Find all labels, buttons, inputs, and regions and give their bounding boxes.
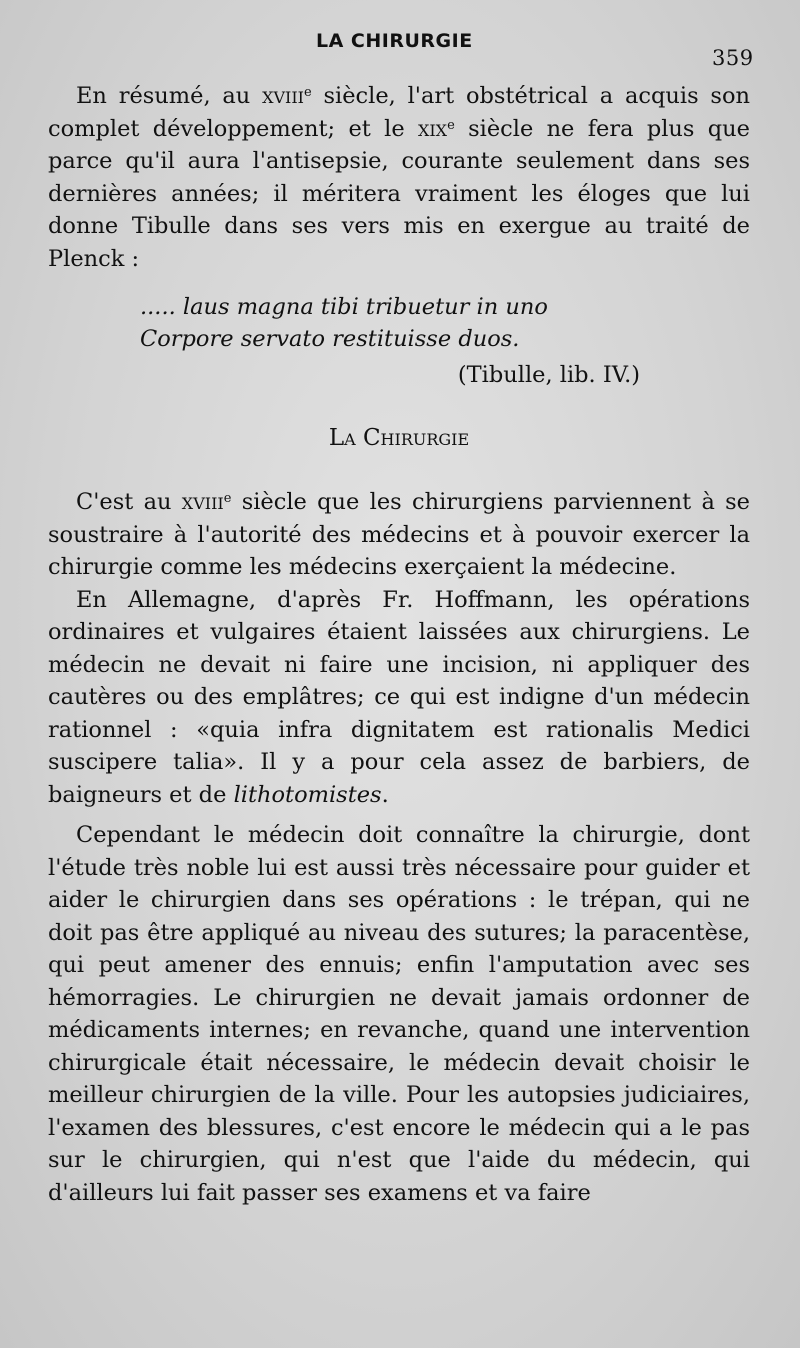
quote-line: ..... laus magna tibi tribuetur in uno [140,294,548,320]
text-run: siècle que les chirurgiens parviennent à se soustraire à l'autorité des médecins et à pouvoir exercer la chirurgie comme les médecins exerçaient la médecine. [48,489,751,580]
ordinal-suffix: e [223,491,232,506]
text-run: En résumé, au [76,83,263,109]
running-title: LA CHIRURGIE [316,30,473,52]
century-numeral: xix [417,115,448,142]
paragraph-physician: Cependant le médecin doit connaître la chirurgie, dont l'étude très noble lui est aussi très nécessaire pour guider et aider le chirurgien dans ses opérations : le trépan, qui ne doit pas être appliqué au niveau des sutures; la paracentèse, qui peut amener des ennuis; enfin l'amputation avec ses hémorragies. Le chirurgien ne devait jamais ordonner de médicaments internes; en revanche, quand une intervention chirurgicale était nécessaire, le médecin devait choisir le meilleur chirurgien de la ville. Pour les autopsies judiciaires, l'examen des blessures, c'est encore le médecin qui a le pas sur le chirurgien, qui n'est que l'aide du médecin, qui d'ailleurs lui fait passer ses examens et va faire [48,822,750,1206]
text-run: siècle ne fera plus que parce qu'il aura l'antisepsie, courante seulement dans ses dernières années; il méritera vraiment les éloges que lui donne Tibulle dans ses vers mis en exergue au traité de Plenck : [48,115,750,272]
latin-quotation [140,291,750,355]
page-body [48,80,750,1209]
italic-term: lithotomistes [233,781,382,808]
century-numeral: xviii [181,489,224,515]
page-number: 359 [712,46,754,70]
century-numeral: xviii [262,83,304,109]
paragraph-surgeons [48,486,750,584]
text-run: En Allemagne, d'après Fr. Hoffmann, les opérations ordinaires et vulgaires étaient laissées aux chirurgiens. Le médecin ne devait ni faire une incision, ni appliquer des cautères ou des emplâtres; ce qui est indigne d'un médecin rationnel : «quia infra dignitatem est rationalis Medici suscipere talia». Il y a pour cela assez de barbiers, de baigneurs et de [48,586,750,808]
paragraph-summary [48,80,750,275]
text-run: . [381,781,389,808]
ordinal-suffix: e [303,85,312,100]
ordinal-suffix: e [447,117,455,133]
quote-source: (Tibulle, lib. IV.) [457,362,640,388]
text-run: C'est au [76,489,182,515]
section-heading: La Chirurgie [328,424,470,451]
paragraph-germany [48,584,750,812]
quote-line: Corpore servato restituisse duos. [140,326,520,352]
text-run: siècle, l'art obstétrical a acquis son complet développement; et le [48,83,750,142]
